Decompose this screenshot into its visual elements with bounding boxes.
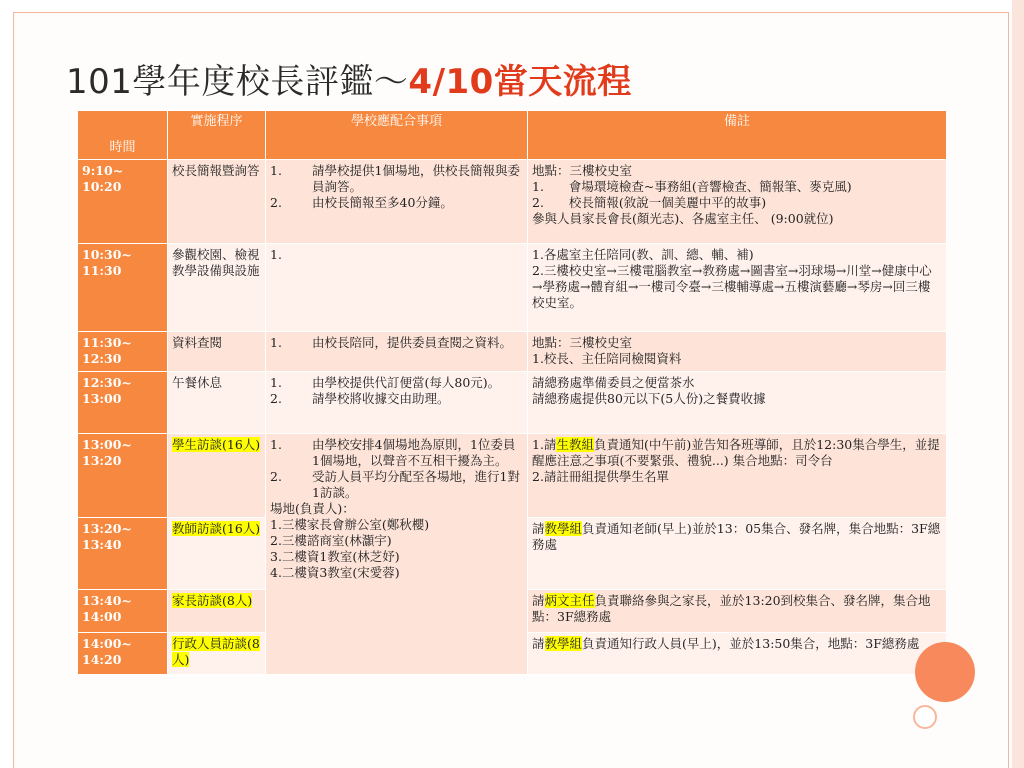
venue-line: 3.二樓資1教室(林芝妤) — [270, 549, 400, 564]
notes-cell: 請教學組負責通知行政人員(早上)，並於13:50集合，地點：3F總務處 — [528, 633, 947, 675]
venue-line: 場地(負責人)： — [270, 501, 355, 516]
notes-highlight: 炳文主任 — [544, 593, 595, 608]
time-cell: 10:30~ 11:30 — [78, 244, 168, 332]
list-item: 1. 由校長陪同，提供委員查閱之資料。 — [270, 335, 513, 350]
procedure-cell: 午餐休息 — [168, 372, 266, 434]
procedure-cell — [168, 518, 266, 590]
notes-cell: 1.各處室主任陪同(教、訓、總、輔、補) 2.三樓校史室→三樓電腦教室→教務處→圖書室→羽球場→川堂→健康中心→學務處→體育組→一樓司令臺→三樓輔導處→五樓演藝廳→琴房→回三樓校史室。 — [528, 244, 947, 332]
items-cell — [266, 160, 528, 244]
time-cell: 9:10~ 10:20 — [78, 160, 168, 244]
procedure-highlight: 家長訪談(8人) — [172, 593, 253, 608]
table-row — [78, 244, 947, 332]
list-item: 1. — [270, 247, 282, 262]
header-procedure: 實施程序 — [168, 111, 266, 160]
list-item: 2. 受訪人員平均分配至各場地，進行1對1訪談。 — [270, 469, 520, 500]
notes-cell: 請總務處準備委員之便當茶水 請總務處提供80元以下(5人份)之餐費收據 — [528, 372, 947, 434]
table-header-row — [78, 111, 947, 160]
notes-highlight: 教學組 — [544, 636, 583, 651]
venue-line: 4.二樓資3教室(宋愛蓉) — [270, 565, 400, 580]
header-notes: 備註 — [528, 111, 947, 160]
schedule-table — [77, 110, 947, 675]
time-cell: 13:20~ 13:40 — [78, 518, 168, 590]
table-row — [78, 160, 947, 244]
list-item: 1. 由學校提供代訂便當(每人80元)。 — [270, 375, 501, 390]
interview-items-cell — [266, 434, 528, 675]
notes-cell: 1.請生教組負責通知(中午前)並告知各班導師，且於12:30集合學生，並提醒應注意之事項(不要緊張、禮貌...) 集合地點：司令台 2.請註冊組提供學生名單 — [528, 434, 947, 518]
procedure-highlight: 行政人員訪談(8人) — [172, 636, 260, 667]
table-row — [78, 332, 947, 372]
header-school-items: 學校應配合事項 — [266, 111, 528, 160]
items-cell — [266, 372, 528, 434]
procedure-cell — [168, 633, 266, 675]
list-item: 2. 請學校將收據交由助理。 — [270, 391, 450, 406]
notes-highlight: 教學組 — [544, 521, 583, 536]
procedure-highlight: 教師訪談(16人) — [172, 521, 261, 536]
decorative-ring — [913, 705, 937, 729]
time-cell: 13:40~ 14:00 — [78, 590, 168, 633]
items-cell — [266, 244, 528, 332]
title-prefix: 101學年度校長評鑑～ — [66, 62, 409, 102]
notes-cell: 地點：三樓校史室 1. 會場環境檢查~事務組(音響檢查、簡報筆、麥克風) 2. 校長簡報(敘說一個美麗中平的故事) 參與人員家長會長(顏光志)、各處室主任、 (9:00就位) — [528, 160, 947, 244]
slide-right-band — [1012, 0, 1024, 768]
procedure-cell — [168, 590, 266, 633]
notes-highlight: 生教組 — [556, 437, 594, 452]
procedure-cell: 參觀校園、檢視教學設備與設施 — [168, 244, 266, 332]
time-cell: 12:30~ 13:00 — [78, 372, 168, 434]
list-item: 1. 請學校提供1個場地，供校長簡報與委員詢答。 — [270, 163, 520, 194]
notes-cell: 地點：三樓校史室 1.校長、主任陪同檢閱資料 — [528, 332, 947, 372]
procedure-highlight: 學生訪談(16人) — [172, 437, 261, 452]
table-row — [78, 434, 947, 518]
notes-cell: 請教學組負責通知老師(早上)並於13：05集合、發名牌，集合地點：3F總務處 — [528, 518, 947, 590]
title-accent: 4/10當天流程 — [408, 62, 632, 102]
time-cell: 14:00~ 14:20 — [78, 633, 168, 675]
items-cell — [266, 332, 528, 372]
decorative-circle — [915, 642, 975, 702]
time-cell: 11:30~ 12:30 — [78, 332, 168, 372]
list-item: 1. 由學校安排4個場地為原則，1位委員1個場地，以聲音不互相干擾為主。 — [270, 437, 516, 468]
list-item: 2. 由校長簡報至多40分鐘。 — [270, 195, 453, 210]
venue-line: 2.三樓諮商室(林灝宇) — [270, 533, 392, 548]
notes-cell: 請炳文主任負責聯絡參與之家長，並於13:20到校集合、發名牌，集合地點：3F總務處 — [528, 590, 947, 633]
time-cell: 13:00~ 13:20 — [78, 434, 168, 518]
procedure-cell: 校長簡報暨詢答 — [168, 160, 266, 244]
header-time: 時間 — [78, 111, 168, 160]
table-row — [78, 372, 947, 434]
procedure-cell: 資料查閱 — [168, 332, 266, 372]
procedure-cell — [168, 434, 266, 518]
page-title — [66, 54, 632, 103]
venue-line: 1.三樓家長會辦公室(鄭秋櫻) — [270, 517, 430, 532]
